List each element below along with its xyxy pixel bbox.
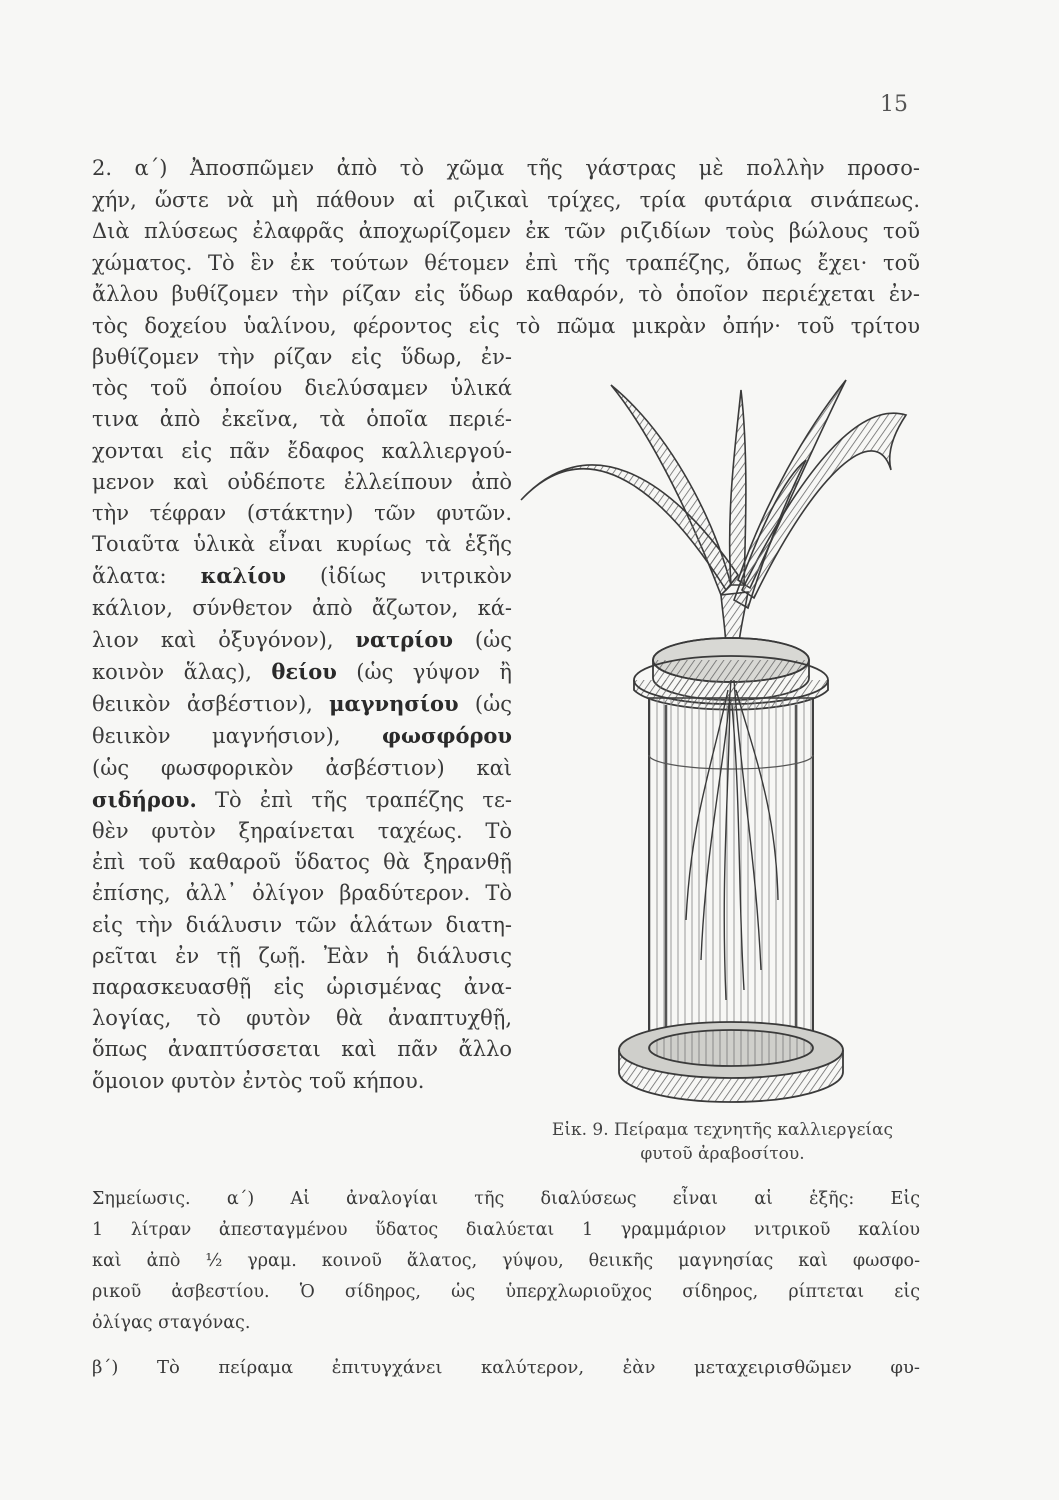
text-line: κάλιον, σύνθετον ἀπὸ ἄζωτον, κά- [92, 595, 512, 620]
text-fragment: Τὸ ἐπὶ τῆς τραπέζης τε- [215, 787, 512, 812]
text-line [92, 784, 512, 816]
top-paragraph [92, 153, 920, 342]
jar-body [649, 698, 813, 1050]
text-line [92, 624, 512, 656]
text-line: λογίας, τὸ φυτὸν θὰ ἀναπτυχθῇ, [92, 1006, 512, 1031]
bold-term-magnisiou: μαγνησίου [329, 691, 459, 717]
text-fragment: κοινὸν ἅλας), [92, 660, 252, 685]
text-fragment: θειικὸν ἀσβέστιον), [92, 692, 313, 717]
text-line: χώματος. Τὸ ἓν ἐκ τούτων θέτομεν ἐπὶ τῆς τραπέζης, ὅπως ἔχει· τοῦ [92, 250, 920, 275]
figure-plant-in-jar [516, 360, 928, 1120]
text-line: χονται εἰς πᾶν ἔδαφος καλλιεργού- [92, 438, 512, 463]
text-line: χήν, ὥστε νὰ μὴ πάθουν αἱ ριζικαὶ τρίχες, τρία φυτάρια σινάπεως. [92, 187, 920, 212]
jar-base [619, 1022, 843, 1102]
text-line: ὅπως ἀναπτύσσεται καὶ πᾶν ἄλλο [92, 1037, 512, 1062]
text-fragment: (ὡς [474, 627, 512, 652]
text-line: Τοιαῦτα ὑλικὰ εἶναι κυρίως τὰ ἑξῆς [92, 532, 512, 557]
text-line: τινα ἀπὸ ἐκεῖνα, τὰ ὁποῖα περιέ- [92, 407, 512, 432]
text-line: τὸς τοῦ ὁποίου διελύσαμεν ὑλικά [92, 376, 512, 401]
text-line: ἐπὶ τοῦ καθαροῦ ὕδατος θὰ ξηρανθῇ [92, 850, 512, 875]
notes-paragraph [92, 1184, 920, 1339]
text-line [92, 560, 512, 592]
text-line: (ὡς φωσφορικὸν ἀσβέστιον) καὶ [92, 755, 512, 780]
figure-caption [520, 1118, 925, 1166]
text-line: Διὰ πλύσεως ἐλαφρᾶς ἀποχωρίζομεν ἐκ τῶν ριζιδίων τοὺς βώλους τοῦ [92, 219, 920, 243]
bold-term-natriou: νατρίου [355, 626, 453, 652]
caption-line: φυτοῦ ἀραβοσίτου. [640, 1144, 805, 1164]
caption-line: Εἰκ. 9. Πείραμα τεχνητῆς καλλιεργείας [551, 1120, 894, 1140]
text-line [92, 688, 512, 720]
text-line: τὸς δοχείου ὑαλίνου, φέροντος εἰς τὸ πῶμα μικρὰν ὀπήν· τοῦ τρίτου [92, 313, 920, 338]
text-line: ἐπίσης, ἀλλ᾽ ὀλίγον βραδύτερον. Τὸ [92, 881, 512, 906]
text-line: ὅμοιον φυτὸν ἐντὸς τοῦ κήπου. [92, 1068, 425, 1093]
bold-term-sidirou: σιδήρου. [92, 786, 197, 812]
text-fragment: θειικὸν μαγνήσιον), [92, 724, 341, 749]
page-number: 15 [880, 92, 908, 117]
text-line: βυθίζομεν τὴν ρίζαν εἰς ὕδωρ, ἐν- [92, 345, 512, 369]
text-line: τὴν τέφραν (στάκτην) τῶν φυτῶν. [92, 501, 512, 526]
left-column-text [92, 342, 512, 1097]
text-line: ρικοῦ ἀσβεστίου. Ὁ σίδηρος, ὡς ὑπερχλωριοῦχος σίδηρος, ρίπτεται εἰς [92, 1282, 920, 1302]
text-line [92, 720, 512, 752]
text-fragment: ἅλατα: [92, 564, 167, 589]
text-fragment: λιον καὶ ὀξυγόνον), [92, 627, 334, 652]
bold-term-fosforou: φωσφόρου [381, 723, 512, 749]
text-line: παρασκευασθῇ εἰς ὡρισμένας ἀνα- [92, 975, 512, 1000]
text-line: ἄλλου βυθίζομεν τὴν ρίζαν εἰς ὕδωρ καθαρόν, τὸ ὁποῖον περιέχεται ἐν- [92, 282, 920, 306]
bold-term-kaliou: καλίου [200, 563, 286, 589]
text-line: θὲν φυτὸν ξηραίνεται ταχέως. Τὸ [92, 819, 512, 844]
text-line: 1 λίτραν ἀπεσταγμένου ὕδατος διαλύεται 1 γραμμάριον νιτρικοῦ καλίου [92, 1220, 920, 1240]
bold-term-theiou: θείου [271, 659, 337, 685]
text-line: β΄) Τὸ πείραμα ἐπιτυγχάνει καλύτερον, ἐὰν μεταχειρισθῶμεν φυ- [92, 1357, 920, 1378]
text-line: ρεῖται ἐν τῇ ζωῇ. Ἐὰν ἡ διάλυσις [92, 943, 512, 968]
text-line: καὶ ἀπὸ ½ γραμ. κοινοῦ ἅλατος, γύψου, θειικῆς μαγνησίας καὶ φωσφο- [92, 1251, 920, 1271]
text-line: 2. α΄) Ἀποσπῶμεν ἀπὸ τὸ χῶμα τῆς γάστρας μὲ πολλὴν προσο- [92, 156, 920, 180]
plant-jar-illustration [516, 360, 928, 1120]
text-line [92, 656, 512, 688]
text-fragment: (ὡς [474, 692, 512, 717]
plant-leaves [521, 380, 906, 608]
text-fragment: (ἰδίως νιτρικὸν [320, 564, 512, 589]
text-line: ὀλίγας σταγόνας. [92, 1313, 251, 1333]
text-line: μενον καὶ οὐδέποτε ἐλλείπουν ἀπὸ [92, 469, 512, 494]
text-fragment: (ὡς γύψον ἢ [356, 660, 512, 685]
beta-paragraph [92, 1352, 920, 1383]
text-line: εἰς τὴν διάλυσιν τῶν ἁλάτων διατη- [92, 912, 512, 937]
text-line: Σημείωσις. α΄) Αἱ ἀναλογίαι τῆς διαλύσεως εἶναι αἱ ἑξῆς: Εἰς [92, 1189, 920, 1209]
